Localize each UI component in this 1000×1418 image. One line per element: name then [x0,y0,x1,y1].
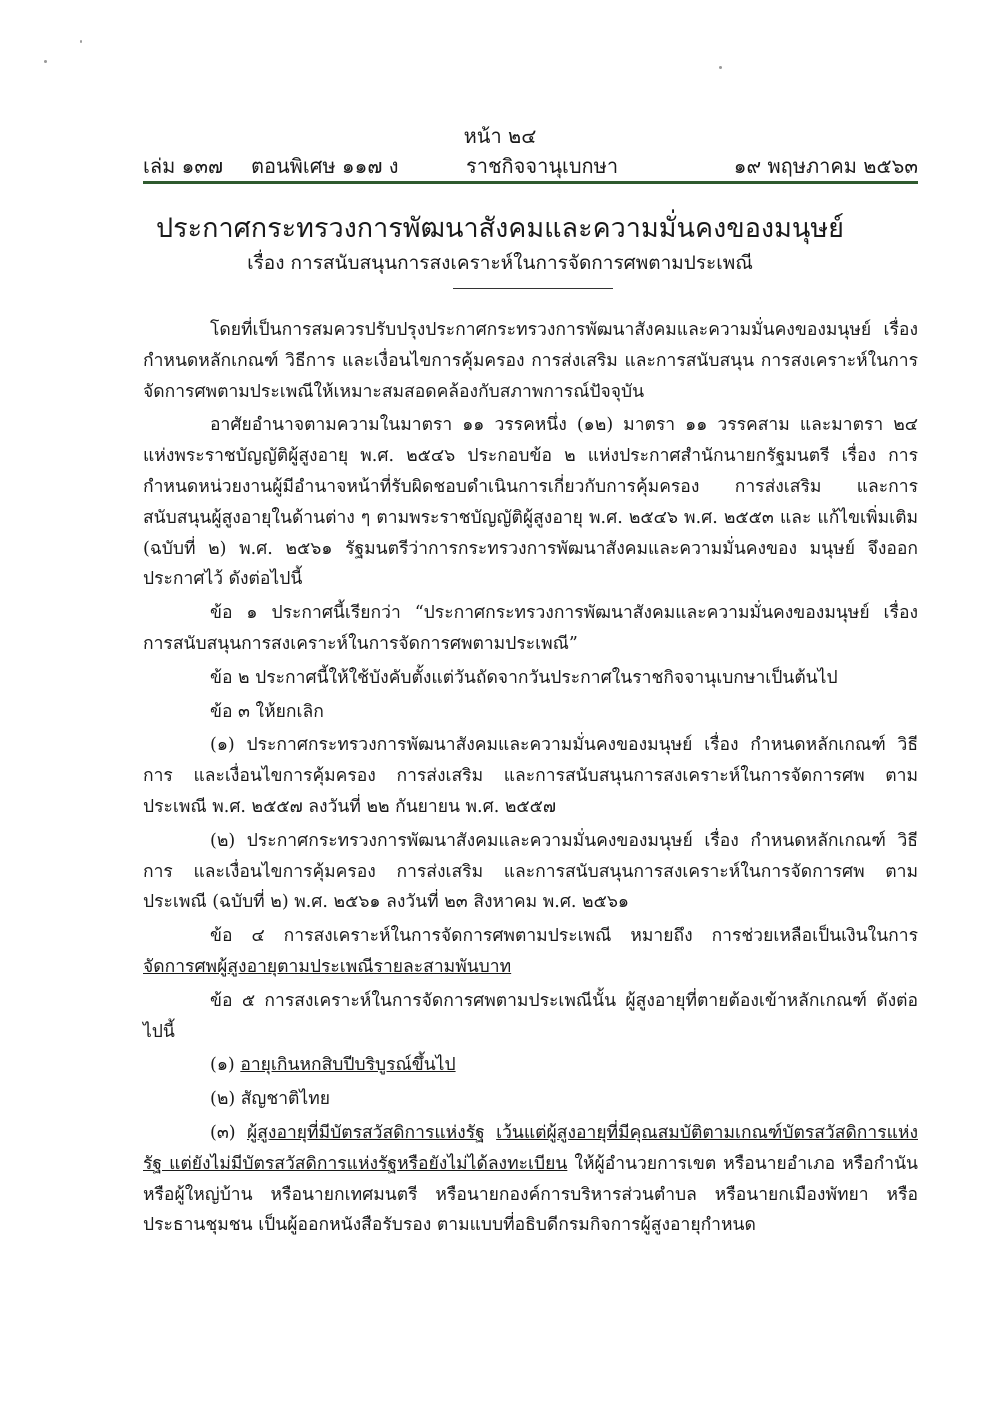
announcement-body [143,315,918,1244]
publication-date: ๑๙ พฤษภาคม ๒๕๖๓ [733,154,918,178]
clause-3-item-2: (๒) ประกาศกระทรวงการพัฒนาสังคมและความมั่นคงของมนุษย์ เรื่อง กำหนดหลักเกณฑ์ วิธีการ และเงื่อนไขการคุ้มครอง การส่งเสริม และการสนับสนุนการสงเคราะห์ในการจัดการศพ ตามประเพณี (ฉบับที่ ๒) พ.ศ. ๒๕๖๑ ลงวันที่ ๒๓ สิงหาคม พ.ศ. ๒๕๖๑ [143,830,918,913]
clause-5: ข้อ ๕ การสงเคราะห์ในการจัดการศพตามประเพณีนั้น ผู้สูงอายุที่ตายต้องเข้าหลักเกณฑ์ ดังต่อไปนี้ [143,990,918,1042]
clause-2: ข้อ ๒ ประกาศนี้ให้ใช้บังคับตั้งแต่วันถัดจากวันประกาศในราชกิจจานุเบกษาเป็นต้นไป [210,667,838,688]
clause-5-item-1 [143,1050,918,1081]
page-number: หน้า ๒๔ [463,124,537,148]
clause-3: ข้อ ๓ ให้ยกเลิก [210,701,324,722]
scan-speck [80,40,82,43]
clause-4 [143,921,918,983]
announcement-title: ประกาศกระทรวงการพัฒนาสังคมและความมั่นคงของมนุษย์ [156,213,844,244]
title-divider [453,288,613,289]
clause-1: ข้อ ๑ ประกาศนี้เรียกว่า “ประกาศกระทรวงการพัฒนาสังคมและความมั่นคงของมนุษย์ เรื่อง การสนับสนุนการสงเคราะห์ในการจัดการศพตามประเพณี” [143,603,918,654]
clause-3-item-1: (๑) ประกาศกระทรวงการพัฒนาสังคมและความมั่นคงของมนุษย์ เรื่อง กำหนดหลักเกณฑ์ วิธีการ และเงื่อนไขการคุ้มครอง การส่งเสริม และการสนับสนุนการสงเคราะห์ในการจัดการศพ ตามประเพณี พ.ศ. ๒๕๕๗ ลงวันที่ ๒๒ กันยายน พ.ศ. ๒๕๕๗ [143,735,918,817]
scan-speck [719,66,722,69]
gazette-header [143,150,918,180]
announcement-subject: เรื่อง การสนับสนุนการสงเคราะห์ในการจัดการศพตามประเพณี [247,252,753,274]
clause-4-underlined: จัดการศพผู้สูงอายุตามประเพณีรายละสามพันบาท [143,956,512,977]
preamble-paragraph: โดยที่เป็นการสมควรปรับปรุงประกาศกระทรวงการพัฒนาสังคมและความมั่นคงของมนุษย์ เรื่อง กำหนดหลักเกณฑ์ วิธีการ และเงื่อนไขการคุ้มครอง การส่งเสริม และการสนับสนุน การสงเคราะห์ในการจัดการศพตามประเพณีให้เหมาะสมสอดคล้องกับสภาพการณ์ปัจจุบัน [143,320,918,402]
issue-number: ตอนพิเศษ ๑๑๗ ง [251,154,399,178]
scan-speck [44,60,47,63]
clause-5-item-2: (๒) สัญชาติไทย [210,1089,331,1110]
clause-5-item-3-underlined-b: เว้นแต่ผู้สูงอายุที่มีคุณสมบัติตามเกณฑ์บัตรสวัสดิการแห่งรัฐ แต่ยังไม่มีบัตรสวัสดิการแห่งรัฐหรือยังไม่ได้ลงทะเบียน [143,1122,918,1174]
clause-5-item-3-text: ให้ผู้อำนวยการเขต หรือนายอำเภอ หรือกำนัน หรือผู้ใหญ่บ้าน หรือนายกเทศมนตรี หรือนายกองค์การบริหารส่วนตำบล หรือนายกเมืองพัทยา หรือ ประธานชุมชน เป็นผู้ออกหนังสือรับรอง ตามแบบที่อธิบดีกรมกิจการผู้สูงอายุกำหนด [143,1153,918,1236]
header-rule [143,181,918,184]
volume-number: เล่ม ๑๓๗ [143,154,224,178]
clause-5-item-3-underlined-a: ผู้สูงอายุที่มีบัตรสวัสดิการแห่งรัฐ [246,1122,485,1143]
clause-5-item-1-number: (๑) [210,1055,241,1076]
clause-5-item-1-text: อายุเกินหกสิบปีบริบูรณ์ขึ้นไป [240,1055,456,1076]
clause-5-item-3 [143,1118,918,1241]
gazette-name: ราชกิจจานุเบกษา [466,154,619,178]
authority-paragraph: อาศัยอำนาจตามความในมาตรา ๑๑ วรรคหนึ่ง (๑๒) มาตรา ๑๑ วรรคสาม และมาตรา ๒๔ แห่งพระราชบัญญัติผู้สูงอายุ พ.ศ. ๒๕๔๖ ประกอบข้อ ๒ แห่งประกาศสำนักนายกรัฐมนตรี เรื่อง การกำหนดหน่วยงานผู้มีอำนาจหน้าที่รับผิดชอบดำเนินการเกี่ยวกับการคุ้มครอง การส่งเสริม และการสนับสนุนผู้สูงอายุในด้านต่าง ๆ ตามพระราชบัญญัติผู้สูงอายุ พ.ศ. ๒๕๔๖ พ.ศ. ๒๕๕๓ และ แก้ไขเพิ่มเติม (ฉบับที่ ๒) พ.ศ. ๒๕๖๑ รัฐมนตรีว่าการกระทรวงการพัฒนาสังคมและความมั่นคงของ มนุษย์ จึงออกประกาศไว้ ดังต่อไปนี้ [143,415,918,590]
clause-5-item-3-number: (๓) [210,1122,247,1143]
clause-4-text: ข้อ ๔ การสงเคราะห์ในการจัดการศพตามประเพณี หมายถึง การช่วยเหลือเป็นเงินในการ [210,926,918,947]
